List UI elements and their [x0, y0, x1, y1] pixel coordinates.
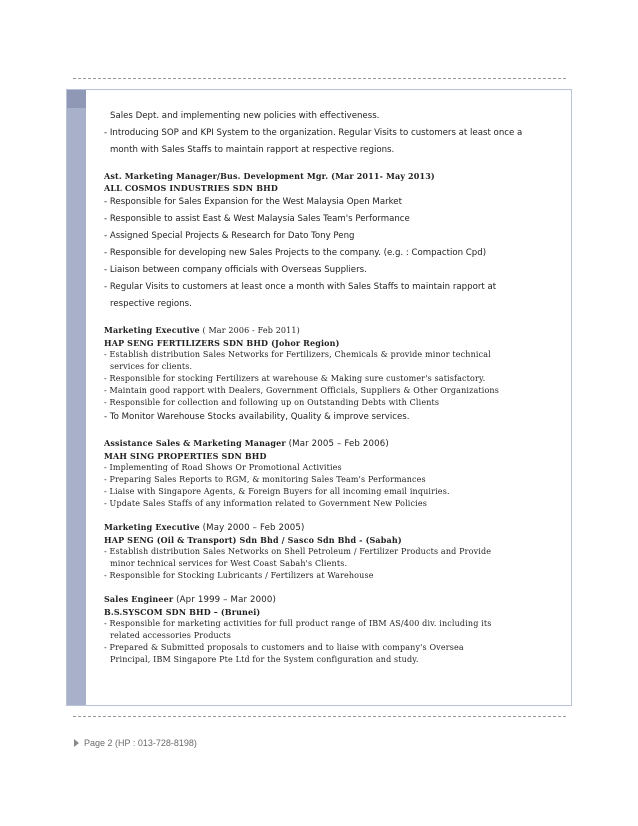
bullet-item: - Responsible for collection and following up on Outstanding Debts with Clients — [104, 398, 440, 407]
job-dates: ( Mar 2006 - Feb 2011) — [199, 326, 300, 335]
job-dates: (May 2000 – Feb 2005) — [199, 523, 305, 533]
intro-line: month with Sales Staffs to maintain rapport at respective regions. — [110, 145, 395, 155]
job-title: Assistance Sales & Marketing Manager — [104, 438, 286, 448]
company-name: ALL COSMOS INDUSTRIES SDN BHD — [104, 183, 278, 193]
job-dates: (Apr 1999 – Mar 2000) — [173, 595, 277, 605]
company-name: MAH SING PROPERTIES SDN BHD — [104, 451, 267, 461]
content-frame — [66, 89, 572, 706]
bullet-continuation: services for clients. — [110, 362, 193, 371]
job-title: Marketing Executive — [104, 325, 200, 335]
job-dates: (Mar 2005 – Feb 2006) — [285, 439, 389, 449]
bullet-continuation: Principal, IBM Singapore Pte Ltd for the System configuration and study. — [110, 655, 419, 664]
bullet-item: - Prepared & Submitted proposals to customers and to liaise with company's Oversea — [104, 643, 464, 652]
bullet-item: - Implementing of Road Shows Or Promotional Activities — [104, 463, 342, 472]
bullet-item: - Liaise with Singapore Agents, & Foreign Buyers for all incoming email inquiries. — [104, 487, 450, 496]
job-title: Ast. Marketing Manager/Bus. Development Mgr. (Mar 2011- May 2013) — [104, 171, 435, 181]
company-name: HAP SENG FERTILIZERS SDN BHD (Johor Region) — [104, 338, 340, 348]
page-footer — [74, 738, 197, 748]
bottom-divider — [73, 716, 566, 717]
bullet-item: - Responsible for Sales Expansion for the West Malaysia Open Market — [104, 197, 402, 207]
company-name: B.S.SYSCOM SDN BHD – (Brunei) — [104, 607, 261, 617]
job-heading — [104, 437, 566, 450]
bullet-item: - Liaison between company officials with Overseas Suppliers. — [104, 265, 367, 275]
bullet-item: - Regular Visits to customers at least once a month with Sales Staffs to maintain rapport at — [104, 282, 497, 292]
bullet-item: - Responsible for developing new Sales Projects to the company. (e.g. : Compaction Cpd) — [104, 248, 487, 258]
job-heading — [104, 593, 566, 606]
top-divider — [73, 78, 566, 79]
intro-line: Sales Dept. and implementing new policies with effectiveness. — [110, 111, 380, 121]
triangle-right-icon — [74, 739, 79, 747]
bullet-item: - Assigned Special Projects & Research for Dato Tony Peng — [104, 231, 355, 241]
bullet-item: - Establish distribution Sales Networks on Shell Petroleum / Fertilizer Products and Provide — [104, 547, 492, 556]
bullet-item: - Preparing Sales Reports to RGM, & monitoring Sales Team's Performances — [104, 475, 426, 484]
job-heading — [104, 324, 566, 337]
intro-line: - Introducing SOP and KPI System to the organization. Regular Visits to customers at least once a — [104, 128, 523, 138]
bullet-continuation: minor technical services for West Coast Sabah's Clients. — [110, 559, 348, 568]
side-band-cap — [67, 90, 86, 108]
resume-content — [104, 108, 566, 666]
bullet-item: - Responsible for Stocking Lubricants / Fertilizers at Warehouse — [104, 571, 374, 580]
job-title: Marketing Executive — [104, 522, 200, 532]
footer-text: Page 2 (HP : 013-728-8198) — [84, 738, 197, 748]
bullet-item: - Responsible for marketing activities for full product range of IBM AS/400 div. including its — [104, 619, 492, 628]
side-band — [67, 90, 86, 705]
company-name: HAP SENG (Oil & Transport) Sdn Bhd / Sasco Sdn Bhd - (Sabah) — [104, 535, 402, 545]
bullet-item: - To Monitor Warehouse Stocks availability, Quality & improve services. — [104, 412, 410, 422]
job-title: Sales Engineer — [104, 594, 174, 604]
bullet-item: - Maintain good rapport with Dealers, Government Officials, Suppliers & Other Organizations — [104, 386, 499, 395]
bullet-item: - Responsible for stocking Fertilizers at warehouse & Making sure customer's satisfactory. — [104, 374, 486, 383]
bullet-item: - Update Sales Staffs of any information related to Government New Policies — [104, 499, 427, 508]
bullet-continuation: related accessories Products — [110, 631, 232, 640]
bullet-continuation: respective regions. — [110, 299, 192, 309]
bullet-item: - Responsible to assist East & West Malaysia Sales Team's Performance — [104, 214, 410, 224]
bullet-item: - Establish distribution Sales Networks for Fertilizers, Chemicals & provide minor technical — [104, 350, 491, 359]
job-heading — [104, 521, 566, 534]
